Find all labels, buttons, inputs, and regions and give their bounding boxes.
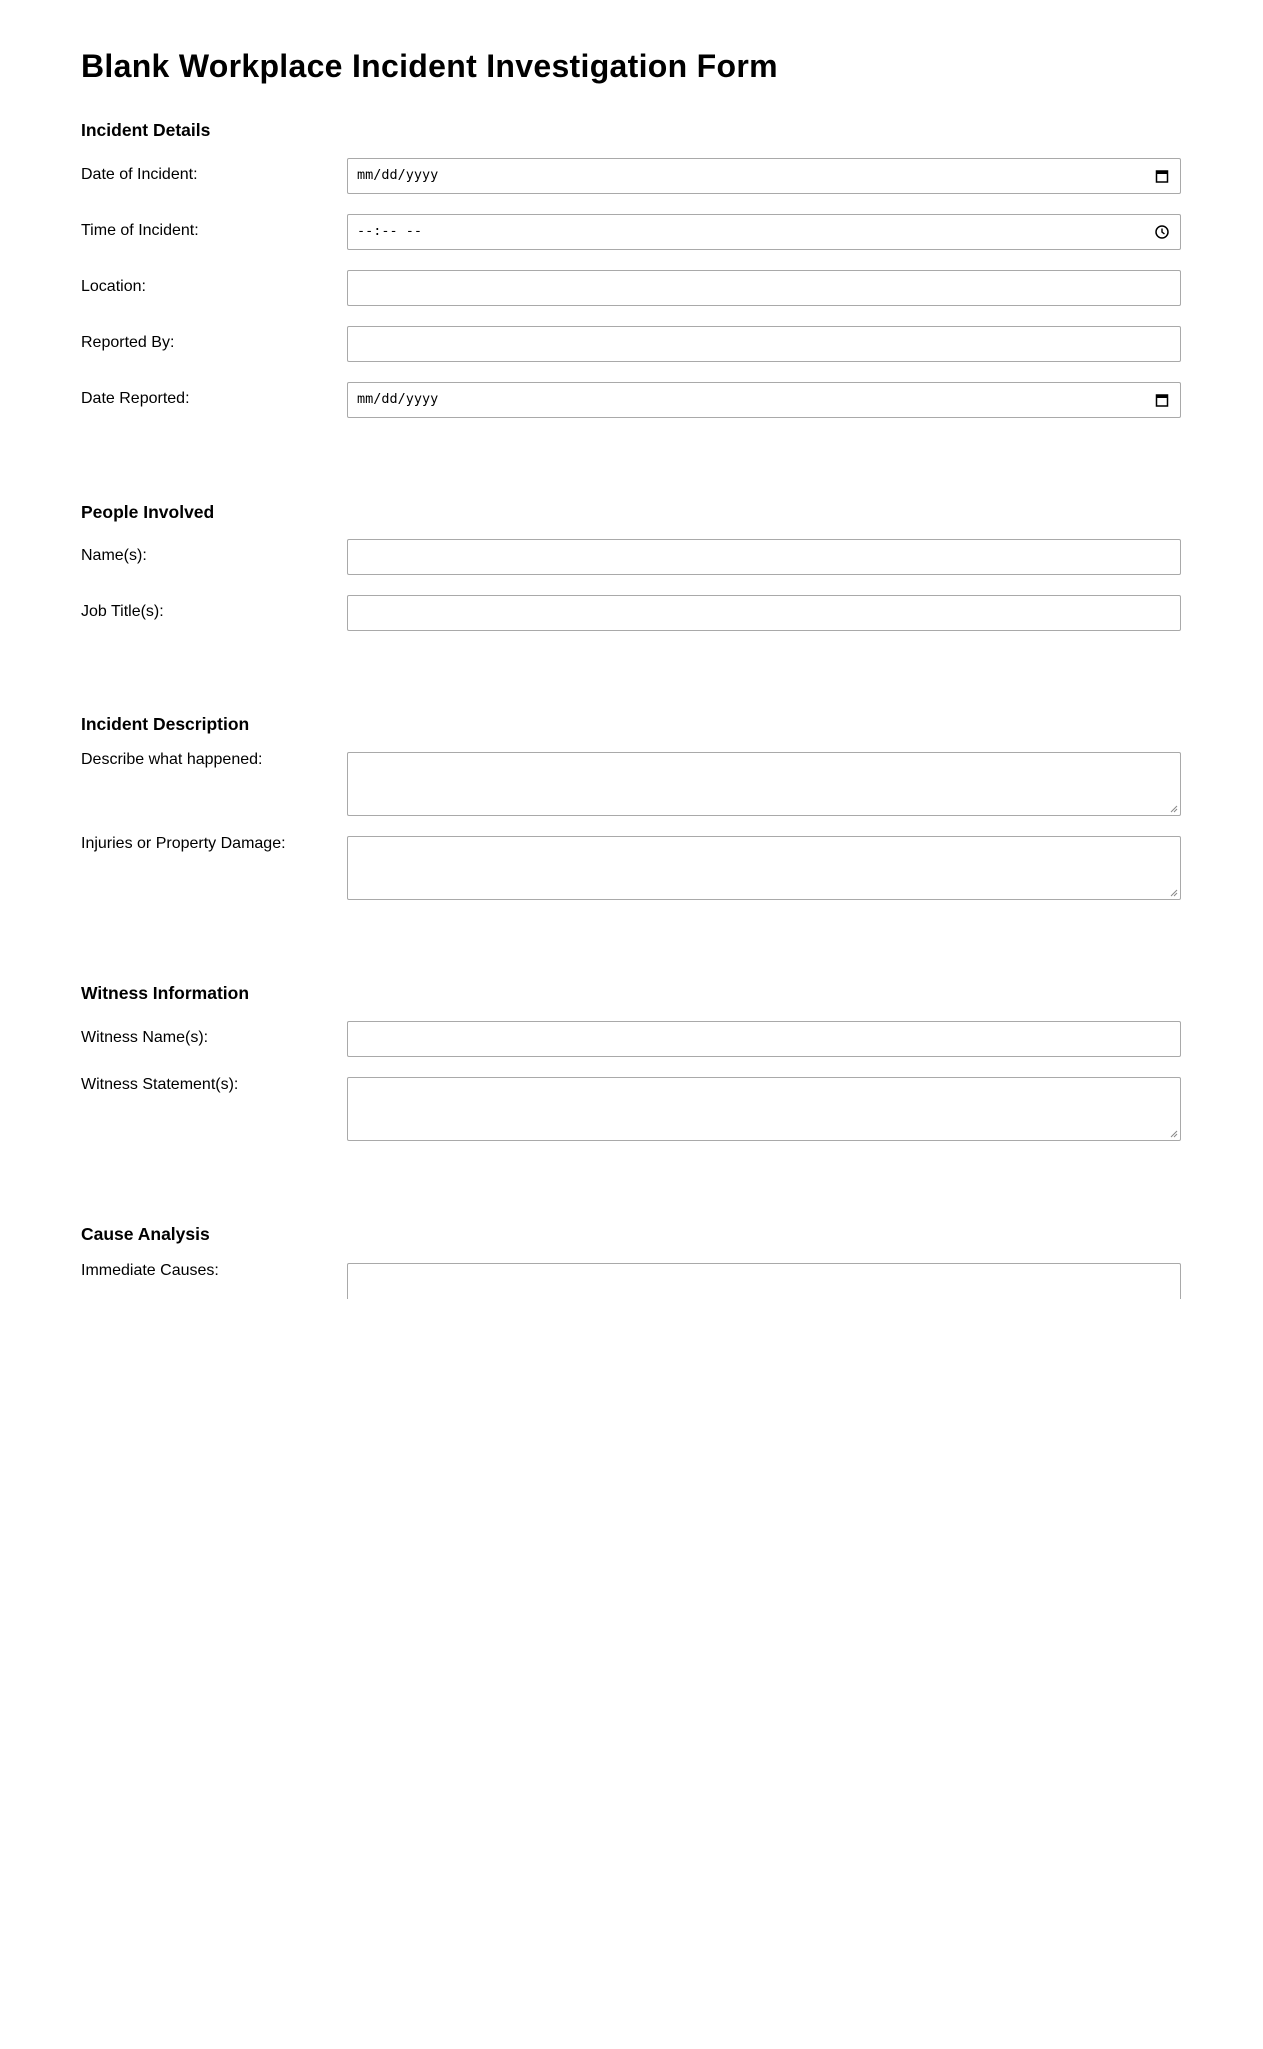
date-reported-label: Date Reported: bbox=[81, 390, 190, 407]
clock-icon[interactable] bbox=[1154, 224, 1170, 240]
immediate-causes-textarea[interactable] bbox=[347, 1263, 1181, 1299]
section-heading-witness-information: Witness Information bbox=[81, 983, 250, 1003]
calendar-icon[interactable] bbox=[1154, 168, 1170, 184]
date-of-incident-input[interactable] bbox=[347, 158, 1181, 194]
resize-handle-icon[interactable] bbox=[1169, 804, 1178, 813]
section-heading-people-involved: People Involved bbox=[81, 502, 215, 522]
what-happened-label: Describe what happened: bbox=[81, 751, 263, 768]
immediate-causes-label: Immediate Causes: bbox=[81, 1262, 219, 1279]
date-reported-input[interactable] bbox=[347, 382, 1181, 418]
date-placeholder: mm/dd/yyyy bbox=[357, 391, 439, 407]
witness-statements-textarea[interactable] bbox=[347, 1077, 1181, 1141]
date-placeholder: mm/dd/yyyy bbox=[357, 167, 439, 183]
reported-by-label: Reported By: bbox=[81, 334, 175, 351]
time-of-incident-input[interactable] bbox=[347, 214, 1181, 250]
witness-statements-label: Witness Statement(s): bbox=[81, 1076, 239, 1093]
time-placeholder: --:-- -- bbox=[357, 223, 423, 239]
location-input[interactable] bbox=[347, 270, 1181, 306]
what-happened-textarea[interactable] bbox=[347, 752, 1181, 816]
resize-handle-icon[interactable] bbox=[1169, 888, 1178, 897]
reported-by-input[interactable] bbox=[347, 326, 1181, 362]
section-heading-cause-analysis: Cause Analysis bbox=[81, 1224, 210, 1244]
witness-names-label: Witness Name(s): bbox=[81, 1029, 209, 1046]
job-titles-label: Job Title(s): bbox=[81, 603, 164, 620]
job-titles-input[interactable] bbox=[347, 595, 1181, 631]
names-input[interactable] bbox=[347, 539, 1181, 575]
names-label: Name(s): bbox=[81, 547, 147, 564]
calendar-icon[interactable] bbox=[1154, 392, 1170, 408]
injuries-damage-textarea[interactable] bbox=[347, 836, 1181, 900]
date-of-incident-label: Date of Incident: bbox=[81, 166, 198, 183]
page-title: Blank Workplace Incident Investigation Form bbox=[81, 48, 778, 84]
time-of-incident-label: Time of Incident: bbox=[81, 222, 199, 239]
location-label: Location: bbox=[81, 278, 146, 295]
injuries-damage-label: Injuries or Property Damage: bbox=[81, 835, 286, 852]
resize-handle-icon[interactable] bbox=[1169, 1129, 1178, 1138]
section-heading-incident-details: Incident Details bbox=[81, 120, 211, 140]
witness-names-input[interactable] bbox=[347, 1021, 1181, 1057]
section-heading-incident-description: Incident Description bbox=[81, 714, 250, 734]
